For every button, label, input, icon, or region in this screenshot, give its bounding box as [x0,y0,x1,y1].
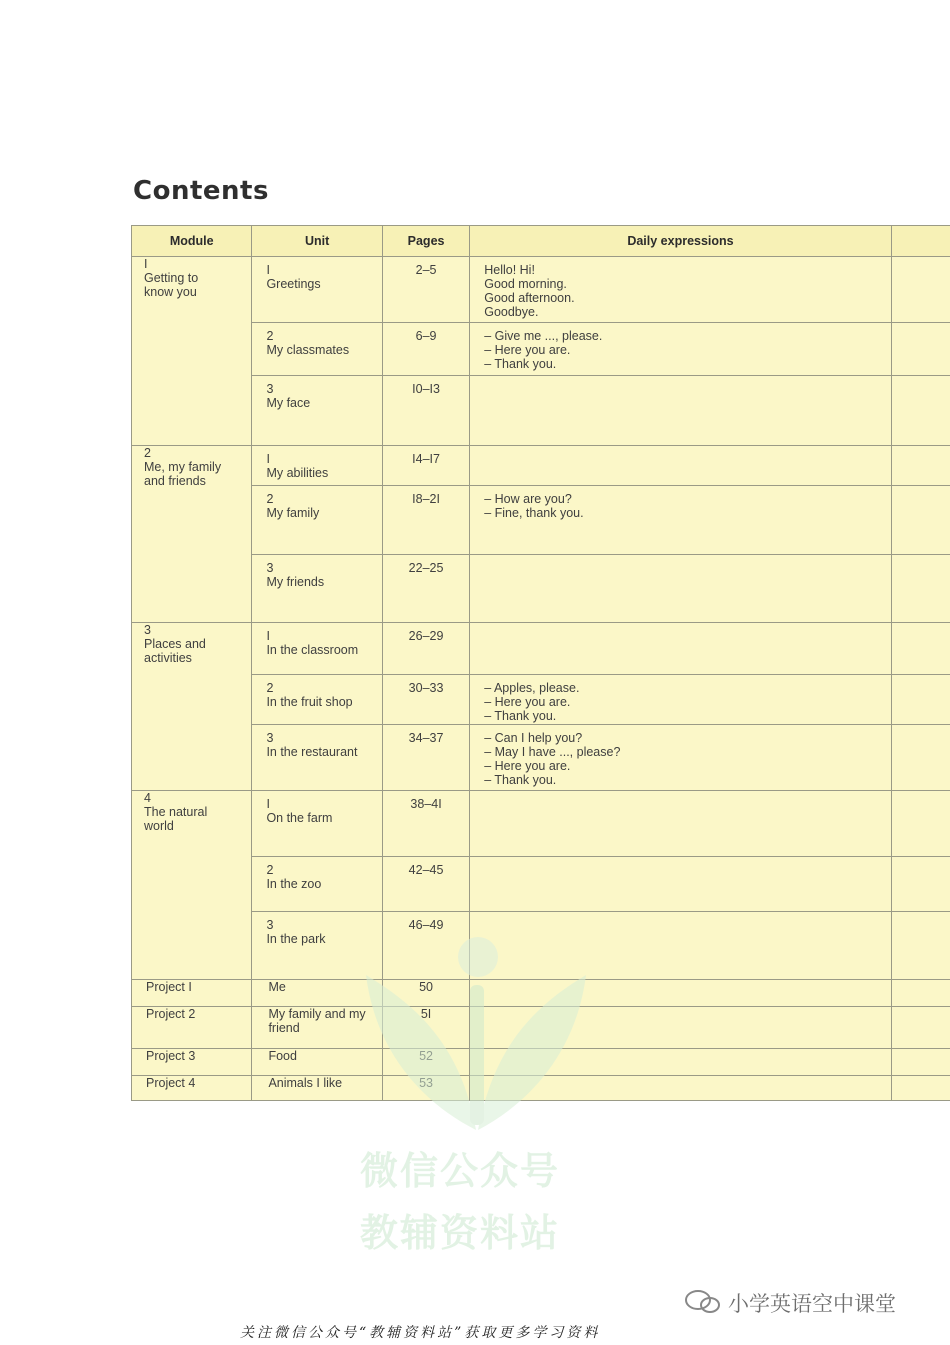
pages-cell: 30–33 [382,675,469,725]
unit-number: 2 [266,681,274,695]
unit-name: In the park [266,932,326,946]
header-extra [891,226,950,257]
pages-cell: I8–2I [382,486,469,555]
module-cell [132,623,252,791]
unit-cell [252,376,382,446]
extra-cell [891,486,950,555]
pages-cell: 2–5 [382,257,469,323]
daily-expression: – Apples, please. [484,681,580,695]
table-row [132,376,950,446]
pages-cell: 22–25 [382,555,469,623]
pages-cell: 38–4I [382,791,469,857]
project-name: Project I [132,980,252,1007]
module-label: and friends [144,474,206,488]
project-unit [252,1076,382,1101]
unit-number: 2 [266,329,274,343]
table-row [132,323,950,376]
project-unit-line: My family and my [268,1007,366,1021]
project-unit [252,1007,382,1049]
extra-cell [891,555,950,623]
extra-cell [891,1007,950,1049]
table-row [132,623,950,675]
unit-name: Greetings [266,277,321,291]
extra-cell [891,1076,950,1101]
extra-cell [891,323,950,376]
table-row [132,857,950,912]
daily-expression: – Thank you. [484,773,557,787]
unit-cell [252,791,382,857]
unit-number: I [266,629,270,643]
daily-expressions-cell [470,446,892,486]
project-unit-line: Animals I like [268,1076,343,1090]
daily-expression: Good afternoon. [484,291,575,305]
project-unit-line: friend [268,1021,300,1035]
table-row [132,725,950,791]
daily-expression: – Here you are. [484,695,571,709]
unit-cell [252,912,382,980]
unit-number: I [266,797,270,811]
pages-cell: I0–I3 [382,376,469,446]
module-label: I [144,257,148,271]
pages-cell: 6–9 [382,323,469,376]
extra-cell [891,446,950,486]
module-cell [132,791,252,980]
daily-expression: – Can I help you? [484,731,583,745]
pages-cell: 34–37 [382,725,469,791]
watermark-line1: 微信公众号 [360,1149,561,1193]
daily-expression: – Thank you. [484,357,557,371]
project-unit-line: Me [268,980,286,994]
daily-expressions-cell [470,623,892,675]
unit-number: 3 [266,382,274,396]
module-cell [132,446,252,623]
daily-expressions-cell [470,791,892,857]
unit-number: 3 [266,561,274,575]
daily-expression: – May I have ..., please? [484,745,621,759]
project-name: Project 4 [132,1076,252,1101]
leaf-logo-icon [366,935,586,1135]
module-label: Me, my family [144,460,222,474]
daily-expression: Good morning. [484,277,567,291]
unit-number: 2 [266,863,274,877]
extra-cell [891,623,950,675]
extra-cell [891,376,950,446]
unit-name: My friends [266,575,325,589]
unit-name: In the restaurant [266,745,358,759]
module-label: activities [144,651,192,665]
module-label: Getting to [144,271,199,285]
daily-expressions-cell [470,486,892,555]
project-unit [252,1049,382,1076]
daily-expression: – Thank you. [484,709,557,723]
table-row [132,486,950,555]
module-label: 4 [144,791,151,805]
pages-cell: 46–49 [382,912,469,980]
project-page: 5I [382,1007,469,1049]
module-label: world [144,819,174,833]
unit-name: In the classroom [266,643,359,657]
unit-cell [252,725,382,791]
unit-name: In the fruit shop [266,695,353,709]
extra-cell [891,675,950,725]
pages-cell: 26–29 [382,623,469,675]
daily-expression: – Here you are. [484,759,571,773]
brand-label: 小学英语空中课堂 [728,1292,896,1316]
daily-expression: Hello! Hi! [484,263,535,277]
daily-expressions-cell [470,725,892,791]
project-page: 50 [382,980,469,1007]
pages-cell: I4–I7 [382,446,469,486]
unit-cell [252,555,382,623]
unit-cell [252,857,382,912]
daily-expression: – Here you are. [484,343,571,357]
unit-name: In the zoo [266,877,322,891]
unit-cell [252,446,382,486]
daily-expressions-cell [470,257,892,323]
unit-cell [252,323,382,376]
project-name: Project 2 [132,1007,252,1049]
header-pages: Pages [382,226,469,257]
extra-cell [891,725,950,791]
unit-cell [252,623,382,675]
table-row [132,675,950,725]
daily-expressions-cell [470,857,892,912]
extra-cell [891,257,950,323]
unit-number: 3 [266,918,274,932]
unit-name: My classmates [266,343,350,357]
extra-cell [891,912,950,980]
header-daily-expressions: Daily expressions [470,226,892,257]
unit-name: My face [266,396,311,410]
daily-expression: Goodbye. [484,305,539,319]
footer-note: 关注微信公众号“教辅资料站”获取更多学习资料 [240,1325,601,1341]
extra-cell [891,1049,950,1076]
daily-expressions-cell [470,376,892,446]
module-label: 2 [144,446,151,460]
extra-cell [891,857,950,912]
daily-expressions-cell [470,323,892,376]
module-label: 3 [144,623,151,637]
project-unit-line: Food [268,1049,297,1063]
extra-cell [891,980,950,1007]
unit-name: My family [266,506,320,520]
header-unit: Unit [252,226,382,257]
unit-number: 3 [266,731,274,745]
table-row [132,791,950,857]
module-label: Places and [144,637,206,651]
module-cell [132,257,252,446]
table-row [132,446,950,486]
wechat-icon [684,1288,724,1316]
header-module: Module [132,226,252,257]
daily-expression: – Give me ..., please. [484,329,603,343]
unit-number: 2 [266,492,274,506]
module-label: The natural [144,805,208,819]
daily-expressions-cell [470,675,892,725]
unit-name: My abilities [266,466,329,480]
module-label: know you [144,285,197,299]
table-row [132,555,950,623]
unit-cell [252,486,382,555]
watermark-line2: 教辅资料站 [360,1211,561,1255]
project-unit [252,980,382,1007]
extra-cell [891,791,950,857]
daily-expression: – Fine, thank you. [484,506,584,520]
unit-number: I [266,452,270,466]
unit-cell [252,257,382,323]
project-name: Project 3 [132,1049,252,1076]
daily-expressions-cell [470,555,892,623]
table-header-row [132,226,950,257]
page-title: Contents [133,176,269,206]
unit-number: I [266,263,270,277]
unit-cell [252,675,382,725]
pages-cell: 42–45 [382,857,469,912]
unit-name: On the farm [266,811,333,825]
table-row [132,257,950,323]
daily-expression: – How are you? [484,492,572,506]
